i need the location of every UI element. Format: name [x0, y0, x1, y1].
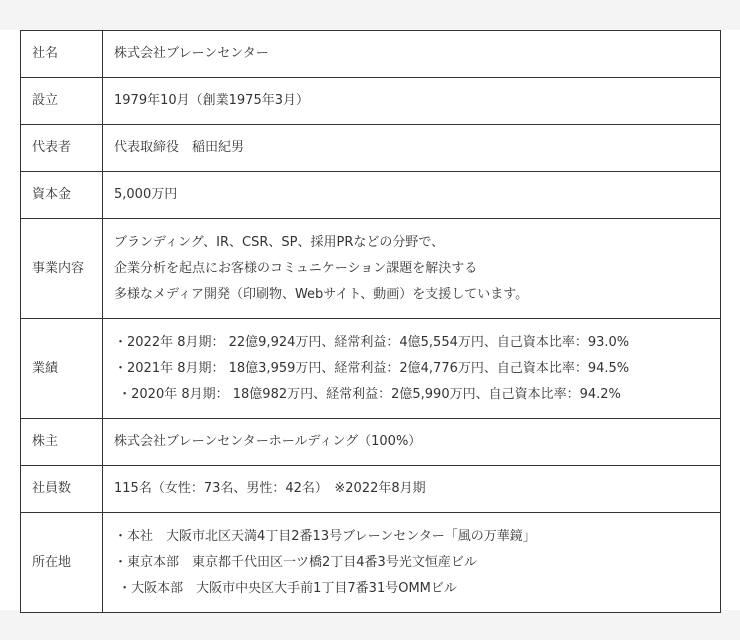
performance-line: ・2020年 8月期： 18億982万円、経常利益：2億5,990万円、自己資本比率：94.2% [114, 386, 621, 402]
value-company-name [103, 31, 721, 78]
row-representative [21, 125, 721, 172]
row-business [21, 219, 721, 319]
row-company-name [21, 31, 721, 78]
row-performance [21, 319, 721, 419]
label-shareholder: 株主 [21, 419, 103, 466]
label-performance: 業績 [21, 319, 103, 419]
location-line: ・東京本部 東京都千代田区一ツ橋2丁目4番3号光文恒産ビル [114, 554, 477, 570]
performance-line: ・2022年 8月期： 22億9,924万円、経常利益：4億5,554万円、自己資本比率：93.0% [114, 334, 630, 350]
value-capital [103, 172, 721, 219]
label-location: 所在地 [21, 513, 103, 613]
value-business [103, 219, 721, 319]
value-shareholder [103, 419, 721, 466]
label-established: 設立 [21, 78, 103, 125]
shareholder-text: 株式会社ブレーンセンターホールディング（100%） [114, 434, 422, 449]
label-representative: 代表者 [21, 125, 103, 172]
label-employees: 社員数 [21, 466, 103, 513]
top-margin [0, 0, 740, 30]
business-line: 企業分析を起点にお客様のコミュニケーション課題を解決する [114, 260, 478, 276]
representative-text: 代表取締役 稲田紀男 [114, 140, 245, 155]
value-performance [103, 319, 721, 419]
performance-line: ・2021年 8月期： 18億3,959万円、経常利益：2億4,776万円、自己資本比率：94.5% [114, 360, 630, 376]
label-business: 事業内容 [21, 219, 103, 319]
location-line: ・大阪本部 大阪市中央区大手前1丁目7番31号OMMビル [114, 580, 457, 596]
company-name-text: 株式会社ブレーンセンター [114, 46, 269, 61]
row-capital [21, 172, 721, 219]
business-line: ブランディング、IR、CSR、SP、採用PRなどの分野で、 [114, 234, 445, 250]
row-employees [21, 466, 721, 513]
label-company-name: 社名 [21, 31, 103, 78]
value-established [103, 78, 721, 125]
value-location [103, 513, 721, 613]
row-established [21, 78, 721, 125]
value-representative [103, 125, 721, 172]
capital-text: 5,000万円 [114, 187, 178, 202]
company-profile-table [20, 30, 721, 613]
employees-text: 115名（女性：73名、男性：42名） ※2022年8月期 [114, 481, 426, 496]
row-location [21, 513, 721, 613]
value-employees [103, 466, 721, 513]
location-line: ・本社 大阪市北区天満4丁目2番13号ブレーンセンター「風の万華鏡」 [114, 528, 536, 544]
bottom-margin [0, 610, 740, 640]
row-shareholder [21, 419, 721, 466]
label-capital: 資本金 [21, 172, 103, 219]
business-line: 多様なメディア開発（印刷物、Webサイト、動画）を支援しています。 [114, 286, 529, 302]
established-text: 1979年10月（創業1975年3月） [114, 93, 309, 108]
